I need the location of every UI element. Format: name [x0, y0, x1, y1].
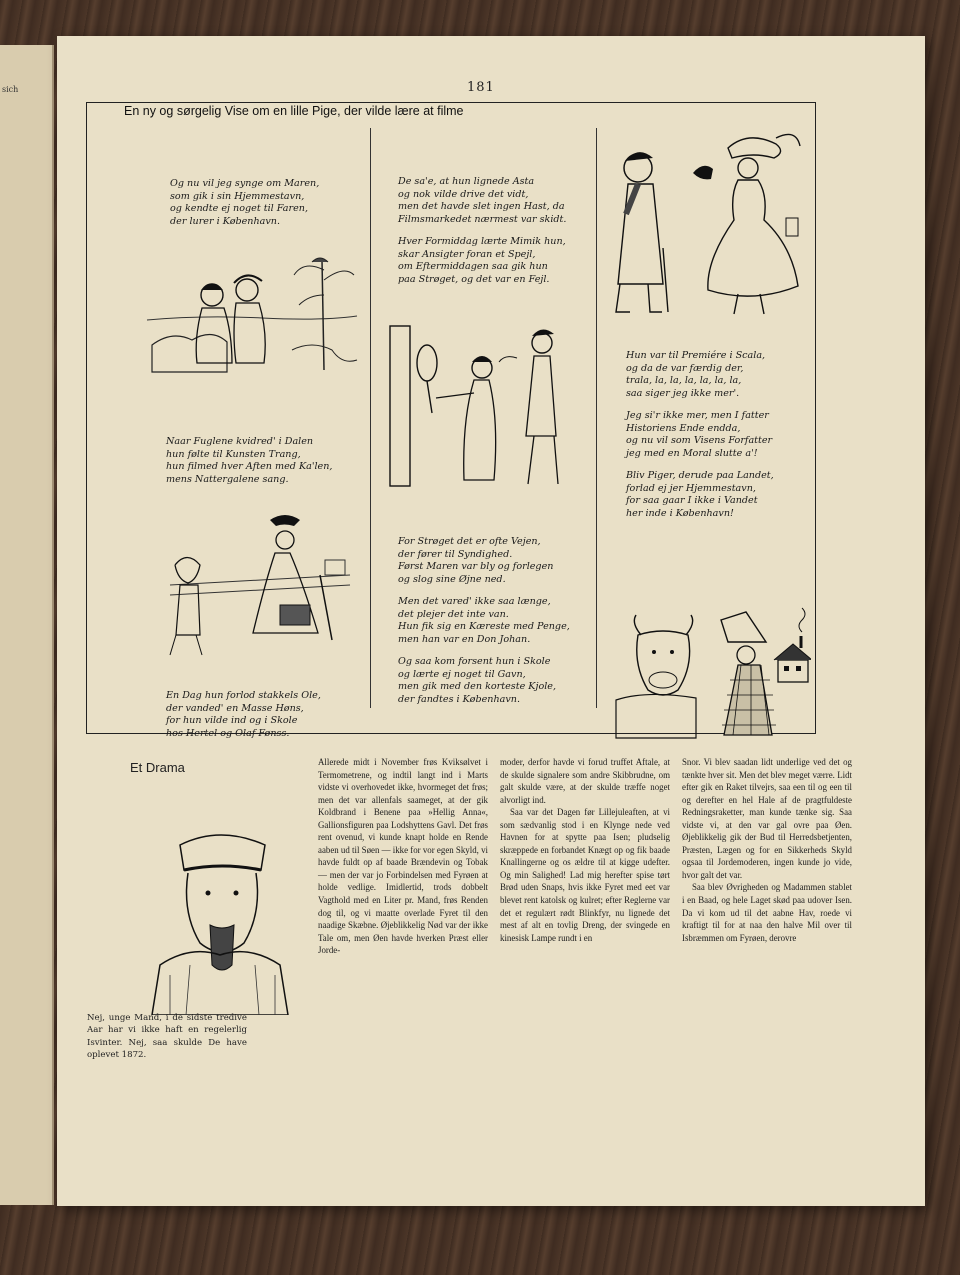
verse-line: og kendte ej noget til Faren, [170, 203, 308, 214]
verse-line: der fører til Syndighed. [398, 548, 513, 560]
verse-line: Hver Formiddag lærte Mimik hun, [398, 236, 566, 247]
paragraph: Allerede midt i November frøs Kviksølvet i Termometrene, og indtil langt ind i Marts vidste vi overhovedet ikke, hvormeget det frøs; men det var allenfals saameget, at der gik Koldbrand i Benene paa »Hellig Anna«, Gallionsfiguren paa Lodshyttens Gavl. Det frøs rent ovenud, vi kunde knapt holde en Rende aaben ud til Søen — ikke for vor egen Skyld, vi havde fuldt op af baade Brændevin og Tobak — men der var jo Forbindelsen med Fyrøen at holde vedlige. Imidlertid, trods dobbelt Vagthold med en Liter pr. Mand, frøs Renden dog til, og vi maatte overlade Fyret til den naadige Skæbne. Øjeblikkelig Nød var der ikke Tale om, men Øen havde hverken Præst eller Jorde- [318, 757, 488, 956]
verse-line: Og nu vil jeg synge om Maren, [170, 178, 320, 189]
verse-col2-top [398, 176, 566, 296]
verse-col1-top [170, 178, 319, 228]
verse-line: Filmsmarkedet nærmest var skidt. [398, 213, 567, 225]
drama-column-3 [682, 756, 852, 944]
comic-divider-2 [596, 128, 597, 708]
verse-line: Bliv Piger, derude paa Landet, [626, 470, 774, 481]
page-number: 181 [467, 80, 495, 95]
verse-line: der fandtes i København. [398, 693, 520, 705]
verse-line: Historiens Ende endda, [626, 422, 741, 434]
verse-line: jeg med en Moral slutte a'! [626, 447, 758, 459]
verse-line: En Dag hun forlod stakkels Ole, [166, 690, 321, 701]
verse-line: For Strøget det er ofte Vejen, [398, 536, 541, 547]
verse-col2-bottom [398, 536, 570, 716]
paragraph: Saa blev Øvrigheden og Madammen stablet i en Baad, og hele Laget skød paa udover Isen. Da vi kom ud til det aabne Hav, roede vi kraftigt til for at naa den halve Mil over til Isbræmmen om Fyrøen, derovre [682, 882, 852, 943]
illustration-girl-leaving [150, 505, 360, 675]
drama-caption: Nej, unge Mand, i de sidste tredive Aar har vi ikke haft en regelerlig Isvinter. Nej, saa skulde De have oplevet 1872. [87, 1013, 247, 1060]
verse-line: trala, la, la, la, la, la, la, [626, 375, 742, 386]
verse-line: det plejer det inte van. [398, 608, 509, 620]
verse-line: men det havde slet ingen Hast, da [398, 201, 565, 212]
verse-col1-bottom [166, 690, 321, 740]
drama-column-2 [500, 756, 670, 944]
verse-line: Og saa kom forsent hun i Skole [398, 656, 551, 667]
illustration-gentleman-and-lady [598, 128, 812, 318]
comic-divider-1 [370, 128, 371, 708]
verse-line: hun filmed hver Aften med Ka'len, [166, 461, 333, 472]
verse-line: forlad ej jer Hjemmestavn, [626, 482, 756, 494]
verse-line: Først Maren var bly og forlegen [398, 561, 554, 572]
paragraph: Saa var det Dagen før Lillejuleaften, at vi som sædvanlig stod i en Klynge nede ved Havnen for at spytte paa Isen; pludselig skræppede en forbandet Knægt op og fik baade Knallingerne og os ældre til at kigge udefter. Og min Salighed! Lad mig herefter spise tørt Brød uden Snaps, hvis ikke Fyret med eet var blevet rent katolsk og kulret; efter Reglerne var det et regulært rødt Blinkfyr, nu lignede det mest af alt en tovlig Dreng, der svingede en kinesisk Lampe rundt i en [500, 807, 670, 943]
verse-line: hun følte til Kunsten Trang, [166, 448, 301, 460]
verse-line: om Eftermiddagen saa gik hun [398, 261, 548, 272]
paragraph: moder, derfor havde vi forud truffet Aftale, at de skulde signalere som andre Skibbrudne, om galt skulde være, at der skulde træffe noget alvorligt ind. [500, 757, 670, 805]
verse-line: som gik i sin Hjemmestavn, [170, 190, 305, 202]
verse-col3 [626, 350, 774, 530]
illustration-couple-on-bench [142, 250, 362, 410]
verse-line: men han var en Don Johan. [398, 633, 531, 645]
verse-line: Men det vared' ikke saa længe, [398, 596, 551, 607]
verse-line: og nok vilde drive det vidt, [398, 188, 529, 200]
verse-line: og slog sine Øjne ned. [398, 573, 506, 585]
verse-line: her inde i København! [626, 507, 734, 519]
verse-line: for hun vilde ind og i Skole [166, 715, 298, 726]
verse-line: Jeg si'r ikke mer, men I fatter [626, 410, 769, 421]
verse-line: Naar Fuglene kvidred' i Dalen [166, 436, 314, 447]
verse-line: hos Hertel og Olaf Fønss. [166, 727, 290, 739]
illustration-mirror-scene [382, 318, 592, 503]
comic-title: En ny og sørgelig Vise om en lille Pige, der vilde lære at filme [120, 104, 468, 118]
verse-line: men gik med den korteste Kjole, [398, 681, 557, 692]
left-page-edge [0, 45, 54, 1205]
verse-line: mens Nattergalene sang. [166, 473, 289, 485]
verse-line: Hun fik sig en Kæreste med Penge, [398, 621, 570, 632]
verse-line: der vanded' en Masse Høns, [166, 702, 304, 714]
verse-col1-mid [166, 436, 332, 486]
verse-line: Hun var til Premiére i Scala, [626, 350, 766, 361]
verse-line: og nu vil som Visens Forfatter [626, 435, 773, 446]
verse-line: skar Ansigter foran et Spejl, [398, 248, 536, 260]
left-page-fragment: sich [2, 85, 19, 94]
verse-line: saa siger jeg ikke mer'. [626, 387, 740, 399]
verse-line: og da de var færdig der, [626, 362, 744, 374]
paragraph: Snor. Vi blev saadan lidt underlige ved det og tænkte hver sit. Men det blev meget værre. Lidt efter gik en Raket tilvejrs, saa een til og een til og derefter en hel Hale af de pragtfuldeste Redningsraketter, man kunde tænke sig. Saa vidste vi, at den var gal ovre paa Øen. Øjeblikkelig gik der Bud til Herredsbetjenten, Præsten, Lægen og for en Sikkerheds Skyld ogsaa til Jordemoderen, ingen kunde jo vide, hvor galt det var. [682, 757, 852, 880]
verse-line: der lurer i København. [170, 215, 281, 227]
drama-title: Et Drama [130, 760, 185, 775]
verse-line: for saa gaar I ikke i Vandet [626, 495, 758, 506]
illustration-old-sailor [140, 815, 305, 1015]
verse-line: og lærte ej noget til Gavn, [398, 668, 526, 680]
illustration-cow-girl-cottage [606, 600, 811, 750]
verse-line: De sa'e, at hun lignede Asta [398, 176, 535, 187]
verse-line: paa Strøget, og det var en Fejl. [398, 273, 550, 285]
drama-column-1 [318, 756, 488, 957]
